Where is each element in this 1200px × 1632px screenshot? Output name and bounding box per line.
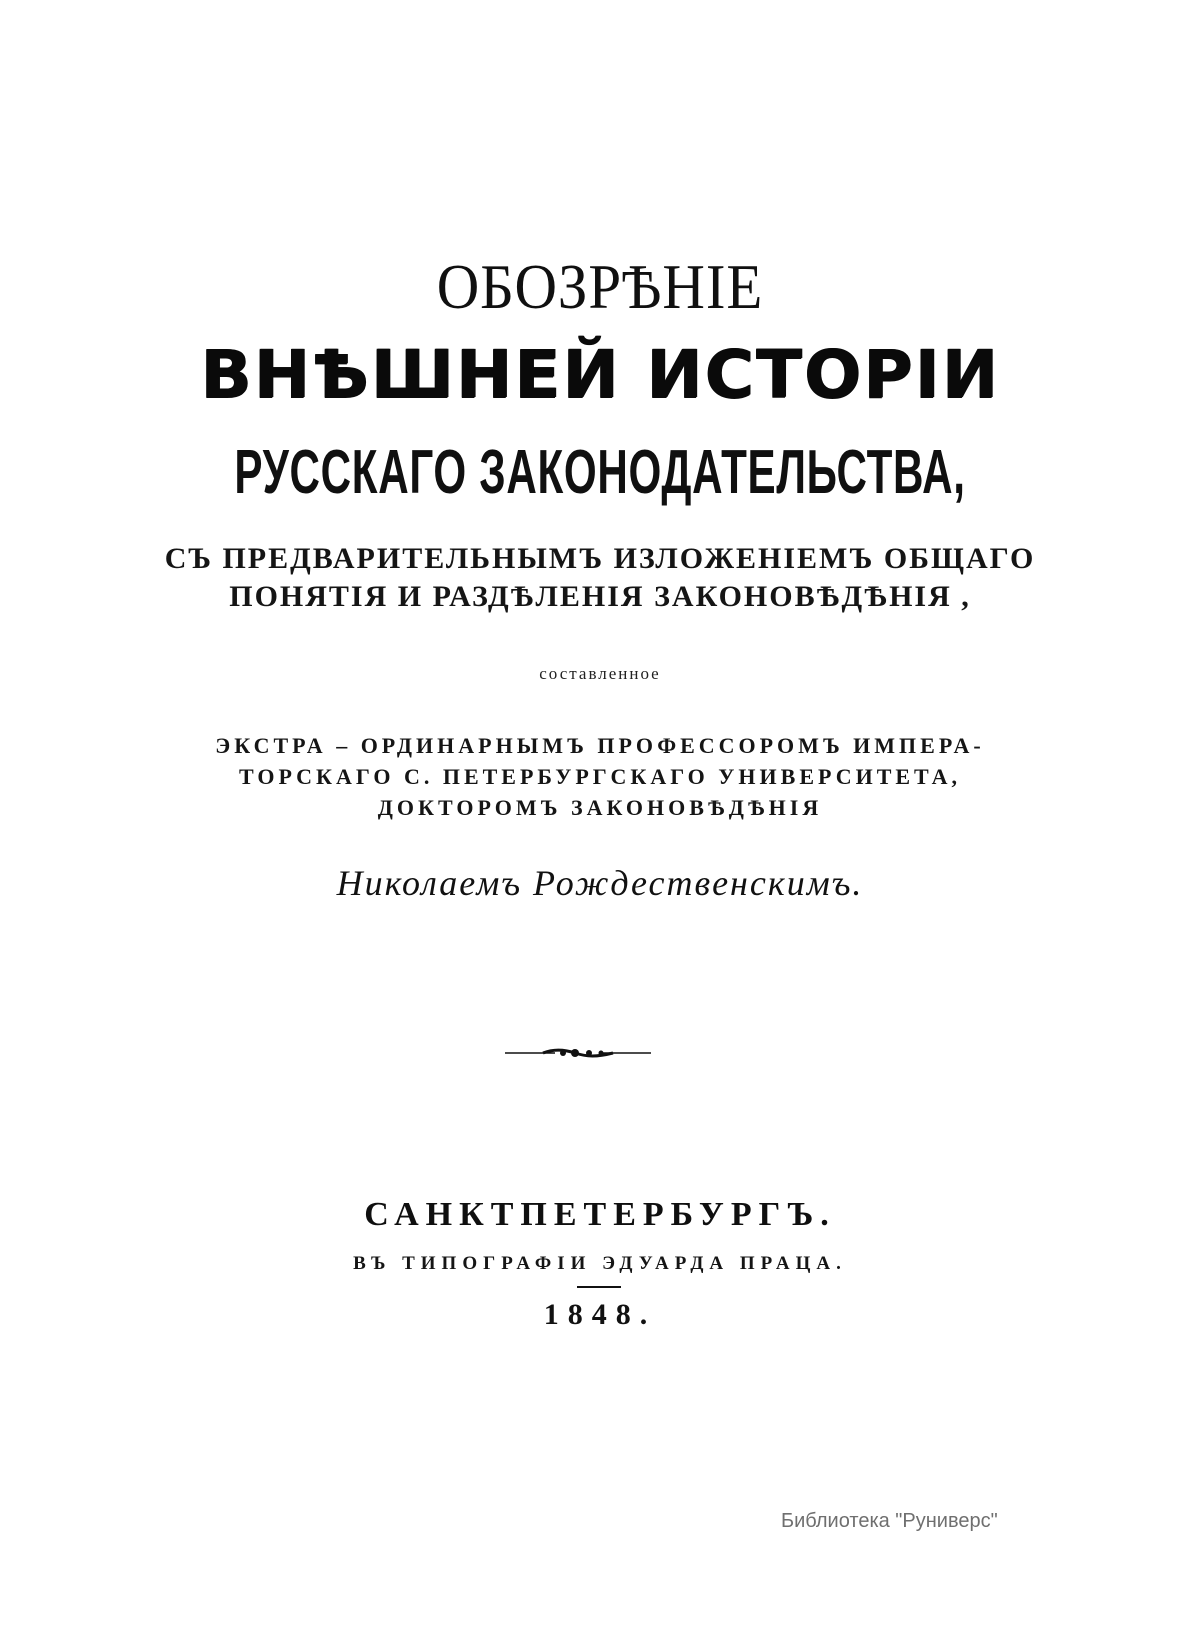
publication-year: 1848. xyxy=(543,1298,657,1331)
ornament-dot-4 xyxy=(599,1051,604,1056)
composed-by-line: составленное xyxy=(539,664,661,683)
subtitle-line-2: ПОНЯТІЯ И РАЗДѢЛЕНІЯ ЗАКОНОВѢДѢНІЯ , xyxy=(229,580,971,613)
author-name: Николаемъ Рождественскимъ. xyxy=(336,863,864,903)
author-line-3: ДОКТОРОМЪ ЗАКОНОВѢДѢНІЯ xyxy=(377,795,823,820)
city-line: САНКТПЕТЕРБУРГЪ. xyxy=(364,1196,836,1233)
library-watermark: Библиотека "Руниверс" xyxy=(781,1510,998,1532)
subtitle-line-1: СЪ ПРЕДВАРИТЕЛЬНЫМЪ ИЗЛОЖЕНІЕМЪ ОБЩАГО xyxy=(164,542,1036,575)
title-line-2: ВНѢШНЕЙ ИСТОРІИ xyxy=(200,336,1000,413)
title-line-3: РУССКАГО ЗАКОНОДАТЕЛЬСТВА, xyxy=(234,438,966,507)
author-line-2: ТОРСКАГО С. ПЕТЕРБУРГСКАГО УНИВЕРСИТЕТА, xyxy=(238,764,962,789)
printer-line: ВЪ ТИПОГРАФІИ ЭДУАРДА ПРАЦА. xyxy=(353,1253,847,1274)
ornament-dot-2 xyxy=(571,1049,579,1057)
ornament-dot-3 xyxy=(586,1050,592,1056)
title-line-1: ОБОЗРѢНІЕ xyxy=(436,251,764,322)
year-rule xyxy=(577,1286,621,1288)
ornament-dot-1 xyxy=(560,1050,566,1056)
author-line-1: ЭКСТРА – ОРДИНАРНЫМЪ ПРОФЕССОРОМЪ ИМПЕРА- xyxy=(215,733,985,758)
ornamental-divider xyxy=(505,1046,651,1060)
